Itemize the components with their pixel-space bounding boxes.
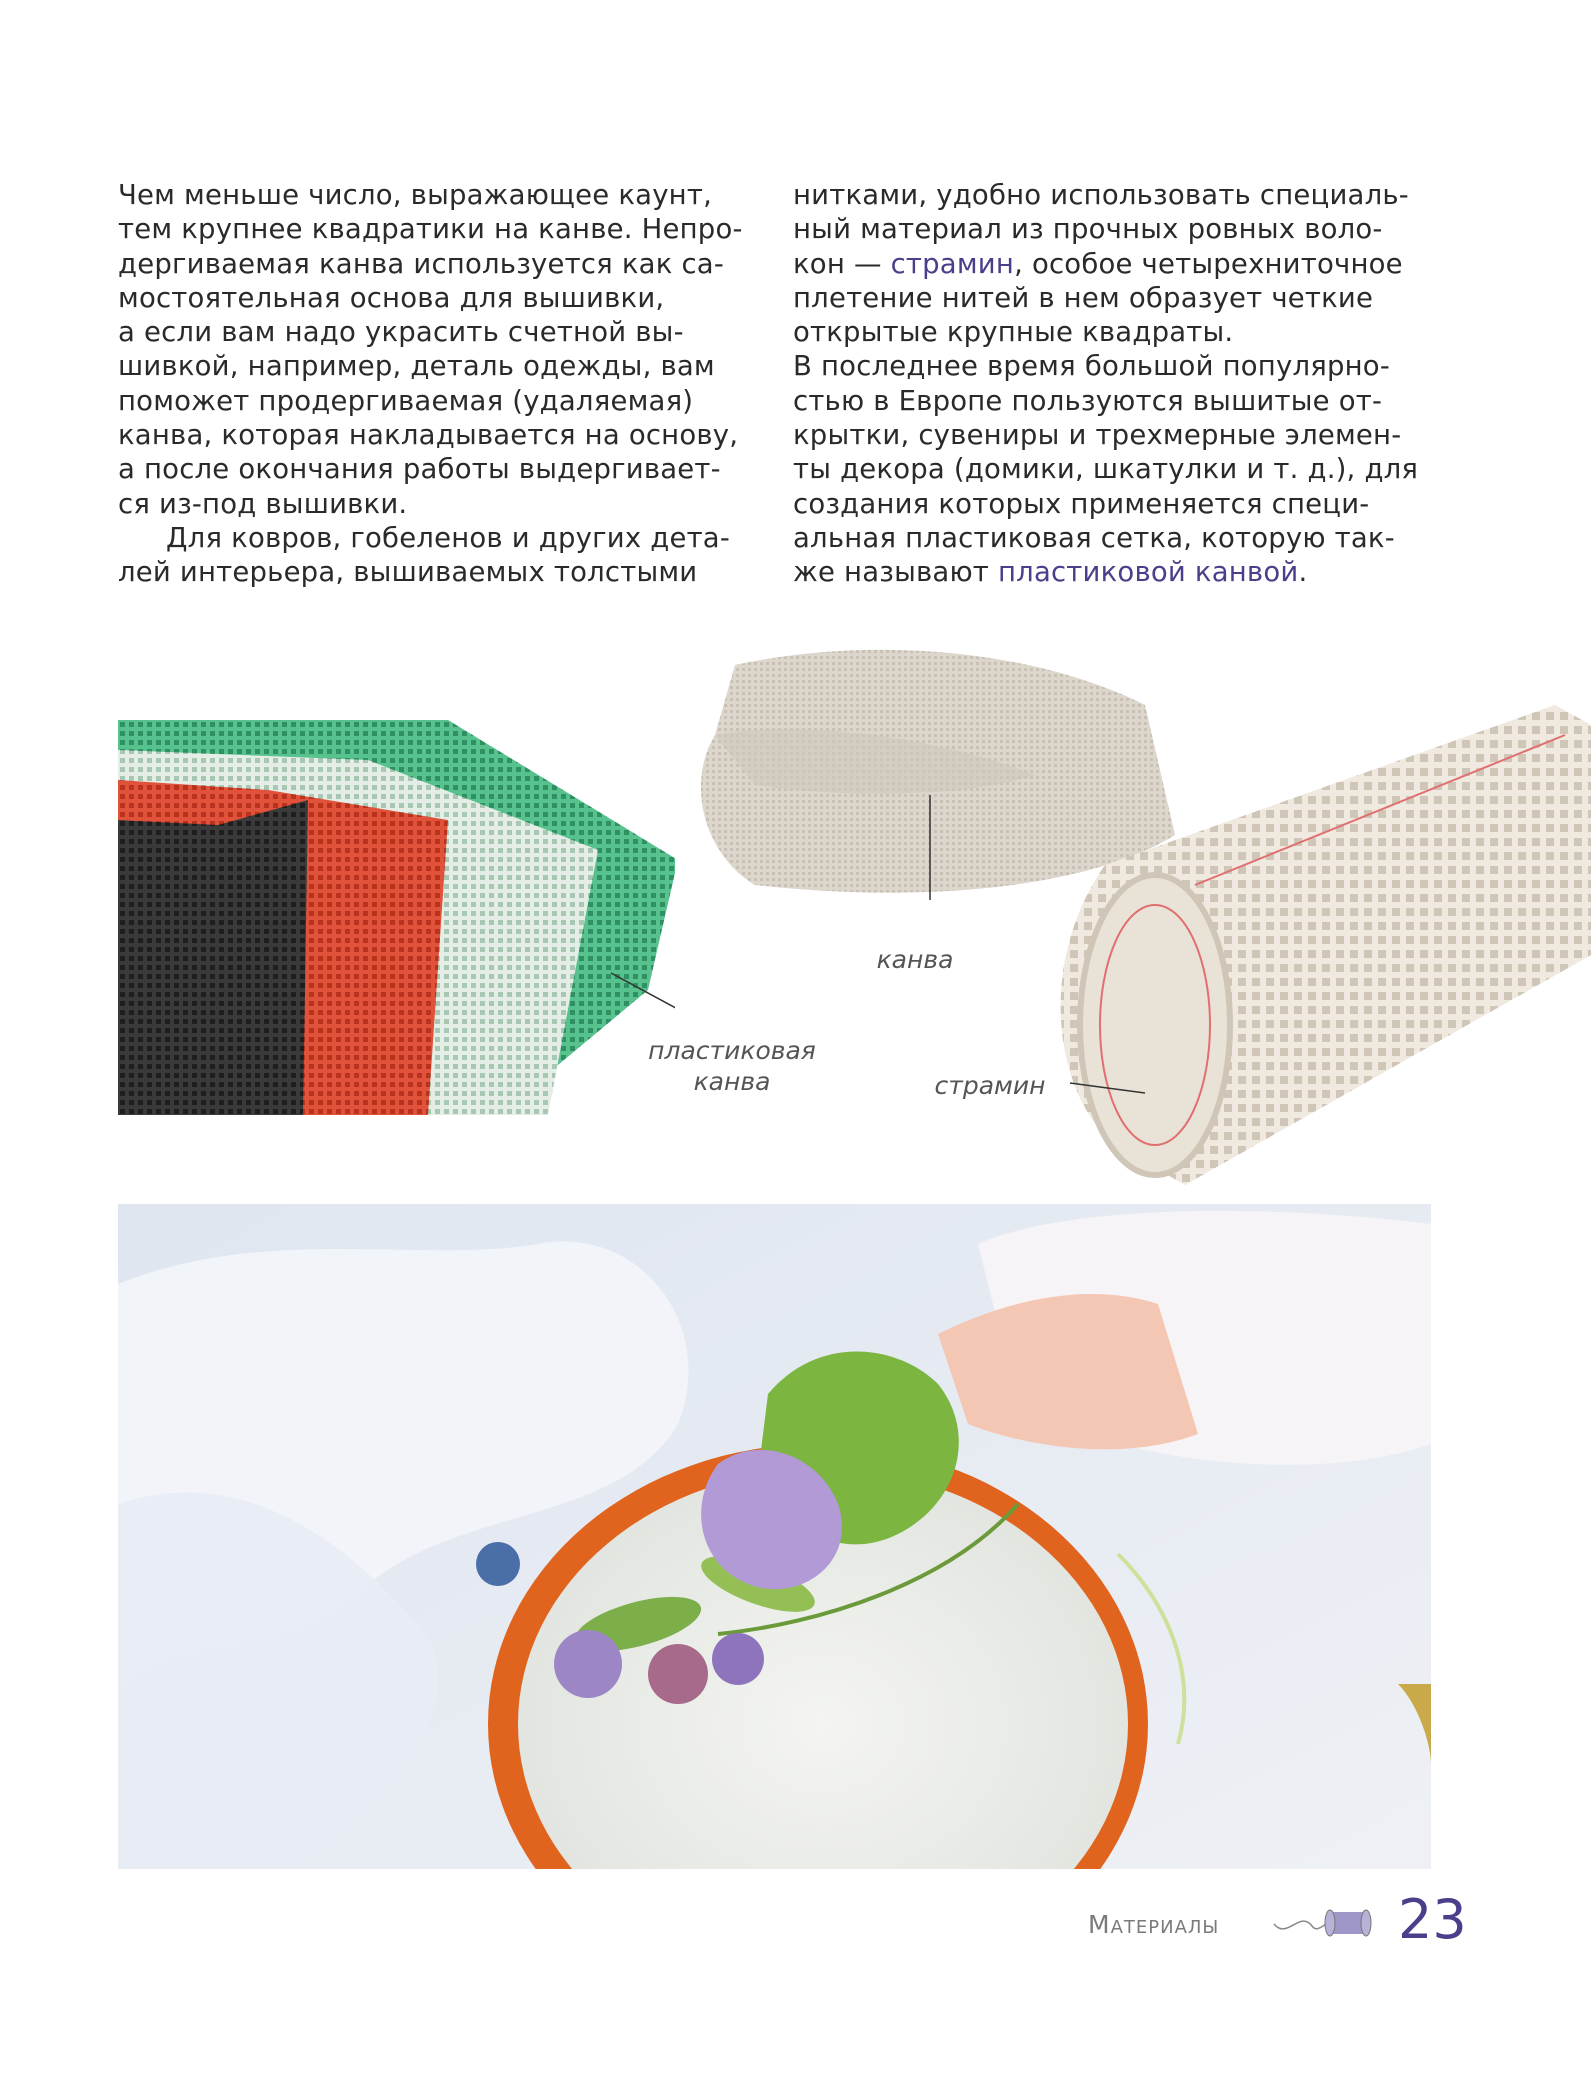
text-line: шивкой, например, деталь одежды, вам	[118, 350, 715, 383]
sheet-dark	[118, 800, 308, 1115]
term-stramin: страмин	[890, 247, 1015, 280]
text-line: крытки, сувениры и трехмерные элемен-	[793, 419, 1402, 452]
caption-line: пластиковая	[648, 1036, 816, 1065]
text-line: нитками, удобно использовать специаль-	[793, 179, 1409, 211]
text-line: лей интерьера, вышиваемых толстыми	[118, 556, 698, 589]
text-line: канва, которая накладывается на основу,	[118, 419, 739, 452]
text-line: дергиваемая канва используется как са-	[118, 247, 724, 280]
text-line: ся из-под вышивки.	[118, 487, 408, 520]
text-line	[793, 555, 1433, 589]
text-span: .	[1298, 556, 1308, 589]
text-line: Для ковров, гобеленов и других дета-	[166, 521, 730, 554]
canvas-stramin-photo	[675, 625, 1591, 1185]
footer-section-title: Материалы	[1088, 1910, 1220, 1939]
text-line: мостоятельная основа для вышивки,	[118, 281, 665, 314]
text-line: открытые крупные квадраты.	[793, 316, 1234, 349]
caption-kanva: канва	[876, 945, 954, 974]
caption-plastic-canvas	[632, 1035, 832, 1097]
text-line	[793, 247, 1433, 281]
term-plastic-canvas: пластиковой канвой	[997, 556, 1299, 589]
page-number: 23	[1398, 1888, 1467, 1951]
text-span: , особое четырехниточное	[1014, 247, 1403, 280]
text-column-left	[118, 178, 758, 590]
embroidery-photo	[118, 1204, 1431, 1869]
text-line: а после окончания работы выдергивает-	[118, 453, 721, 486]
thread-spool-icon	[1272, 1902, 1382, 1946]
text-column-right	[793, 178, 1433, 590]
text-line: альная пластиковая сетка, которую так-	[793, 521, 1395, 554]
caption-stramin: страмин	[934, 1071, 1046, 1100]
text-line: поможет продергиваемая (удаляемая)	[118, 384, 694, 417]
text-line: ный материал из прочных ровных воло-	[793, 213, 1383, 246]
text-line: Чем меньше число, выражающее каунт,	[118, 179, 713, 211]
caption-line: канва	[693, 1067, 771, 1096]
text-line: создания которых применяется специ-	[793, 487, 1370, 520]
text-line: В последнее время большой популярно-	[793, 350, 1390, 383]
text-line: а если вам надо украсить счетной вы-	[118, 316, 684, 349]
text-line: ты декора (домики, шкатулки и т. д.), для	[793, 453, 1419, 486]
text-span: кон —	[793, 247, 891, 280]
text-line: стью в Европе пользуются вышитые от-	[793, 384, 1383, 417]
text-line: тем крупнее квадратики на канве. Непро-	[118, 213, 743, 246]
text-span: же называют	[793, 556, 998, 589]
pink-ribbon	[938, 1294, 1198, 1449]
text-line: плетение нитей в нем образует четкие	[793, 281, 1374, 314]
